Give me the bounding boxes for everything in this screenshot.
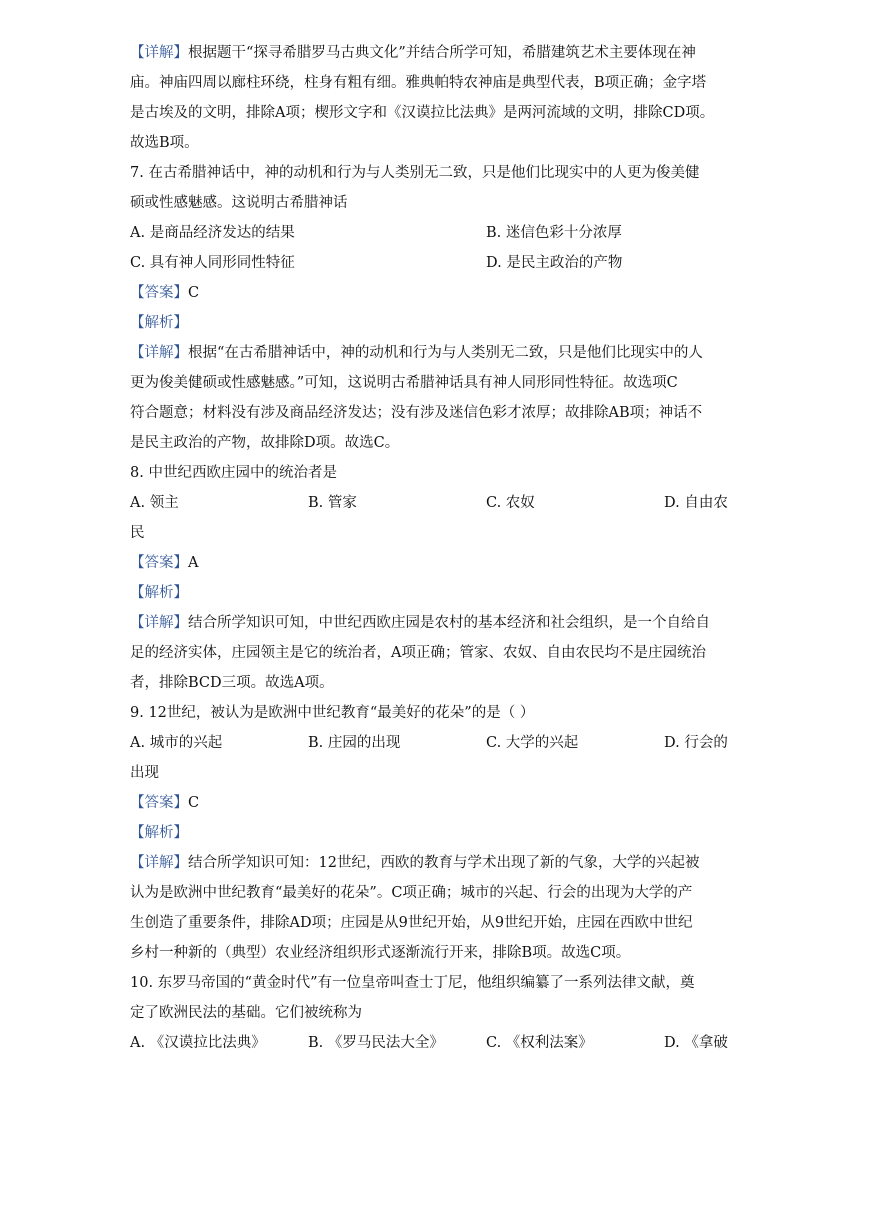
analysis-tag: 【解析】 — [130, 315, 188, 331]
q10-option-d: D. 《拿破 — [664, 1035, 728, 1051]
answer-value: C — [188, 795, 200, 811]
q10-option-b: B. 《罗马民法大全》 — [308, 1035, 444, 1051]
q9-detail-line-1: 【详解】结合所学知识可知：12世纪，西欧的教育与学术出现了新的气象，大学的兴起被 — [130, 855, 700, 871]
q9-answer — [130, 793, 742, 813]
answer-value: C — [188, 285, 200, 301]
q7-option-d: D. 是民主政治的产物 — [486, 255, 623, 271]
q8-option-d: D. 自由农 — [664, 495, 728, 511]
q9-stem-line-1: 9. 12世纪，被认为是欧洲中世纪教育“最美好的花朵”的是（ ） — [130, 705, 535, 721]
detail-tag: 【详解】 — [130, 855, 188, 871]
q9-detail-line-3: 生创造了重要条件，排除AD项；庄园是从9世纪开始，从9世纪开始，庄园在西欧中世纪 — [130, 915, 693, 931]
q8-detail-line-2: 足的经济实体，庄园领主是它的统治者，A项正确；管家、农奴、自由农民均不是庄园统治 — [130, 645, 706, 661]
answer-tag: 【答案】 — [130, 285, 188, 301]
q8-option-a: A. 领主 — [130, 495, 179, 511]
q7-option-a: A. 是商品经济发达的结果 — [130, 225, 295, 241]
q8-analysis-heading — [130, 583, 742, 603]
q7-option-c: C. 具有神人同形同性特征 — [130, 255, 295, 271]
q9-option-c: C. 大学的兴起 — [486, 735, 579, 751]
answer-tag: 【答案】 — [130, 555, 188, 571]
q10-option-c: C. 《权利法案》 — [486, 1035, 593, 1051]
q10-stem-line-2: 定了欧洲民法的基础。它们被统称为 — [130, 1005, 362, 1021]
q9-analysis-heading — [130, 823, 742, 843]
analysis-tag: 【解析】 — [130, 825, 188, 841]
detail-tag: 【详解】 — [130, 345, 188, 361]
q9-option-d-wrap: 出现 — [130, 765, 159, 781]
q7-detail-line-3: 符合题意；材料没有涉及商品经济发达；没有涉及迷信色彩才浓厚；故排除AB项；神话不 — [130, 405, 703, 421]
q7-stem-line-1: 7. 在古希腊神话中，神的动机和行为与人类别无二致，只是他们比现实中的人更为俊美健 — [130, 165, 700, 181]
answer-value: A — [188, 555, 199, 571]
q6-detail-line-1: 【详解】根据题干“探寻希腊罗马古典文化”并结合所学可知，希腊建筑艺术主要体现在神 — [130, 45, 696, 61]
q7-answer — [130, 283, 742, 303]
q8-stem-line-1: 8. 中世纪西欧庄园中的统治者是 — [130, 465, 337, 481]
q6-detail-line-4: 故选B项。 — [130, 135, 199, 151]
q10-stem-line-1: 10. 东罗马帝国的“黄金时代”有一位皇帝叫查士丁尼，他组织编纂了一系列法律文献，奠 — [130, 975, 695, 991]
q7-stem-line-2: 硕或性感魅感。这说明古希腊神话 — [130, 195, 348, 211]
q8-detail-line-3: 者，排除BCD三项。故选A项。 — [130, 675, 334, 691]
q7-analysis-heading — [130, 313, 742, 333]
q8-option-b: B. 管家 — [308, 495, 357, 511]
q7-detail-line-4: 是民主政治的产物，故排除D项。故选C。 — [130, 435, 400, 451]
q7-detail-line-2: 更为俊美健硕或性感魅感。”可知，这说明古希腊神话具有神人同形同性特征。故选项C — [130, 375, 678, 391]
q9-detail-line-2: 认为是欧洲中世纪教育“最美好的花朵”。C项正确；城市的兴起、行会的出现为大学的产 — [130, 885, 693, 901]
q7-option-b: B. 迷信色彩十分浓厚 — [486, 225, 622, 241]
q6-detail-line-3: 是古埃及的文明，排除A项；楔形文字和《汉谟拉比法典》是两河流域的文明，排除CD项。 — [130, 105, 715, 121]
analysis-tag: 【解析】 — [130, 585, 188, 601]
q9-option-b: B. 庄园的出现 — [308, 735, 401, 751]
q7-detail-line-1: 【详解】根据“在古希腊神话中，神的动机和行为与人类别无二致，只是他们比现实中的人 — [130, 345, 703, 361]
q10-option-a: A. 《汉谟拉比法典》 — [130, 1035, 266, 1051]
detail-tag: 【详解】 — [130, 615, 188, 631]
q8-option-d-wrap: 民 — [130, 525, 145, 541]
q8-option-c: C. 农奴 — [486, 495, 535, 511]
q8-detail-line-1: 【详解】结合所学知识可知，中世纪西欧庄园是农村的基本经济和社会组织，是一个自给自 — [130, 615, 710, 631]
q9-option-a: A. 城市的兴起 — [130, 735, 223, 751]
q9-detail-line-4: 乡村一种新的（典型）农业经济组织形式逐渐流行开来，排除B项。故选C项。 — [130, 945, 631, 961]
answer-tag: 【答案】 — [130, 795, 188, 811]
q6-detail-line-2: 庙。神庙四周以廊柱环绕，柱身有粗有细。雅典帕特农神庙是典型代表，B项正确；金字塔 — [130, 75, 707, 91]
detail-tag: 【详解】 — [130, 45, 188, 61]
q8-answer — [130, 553, 742, 573]
q9-option-d: D. 行会的 — [664, 735, 728, 751]
